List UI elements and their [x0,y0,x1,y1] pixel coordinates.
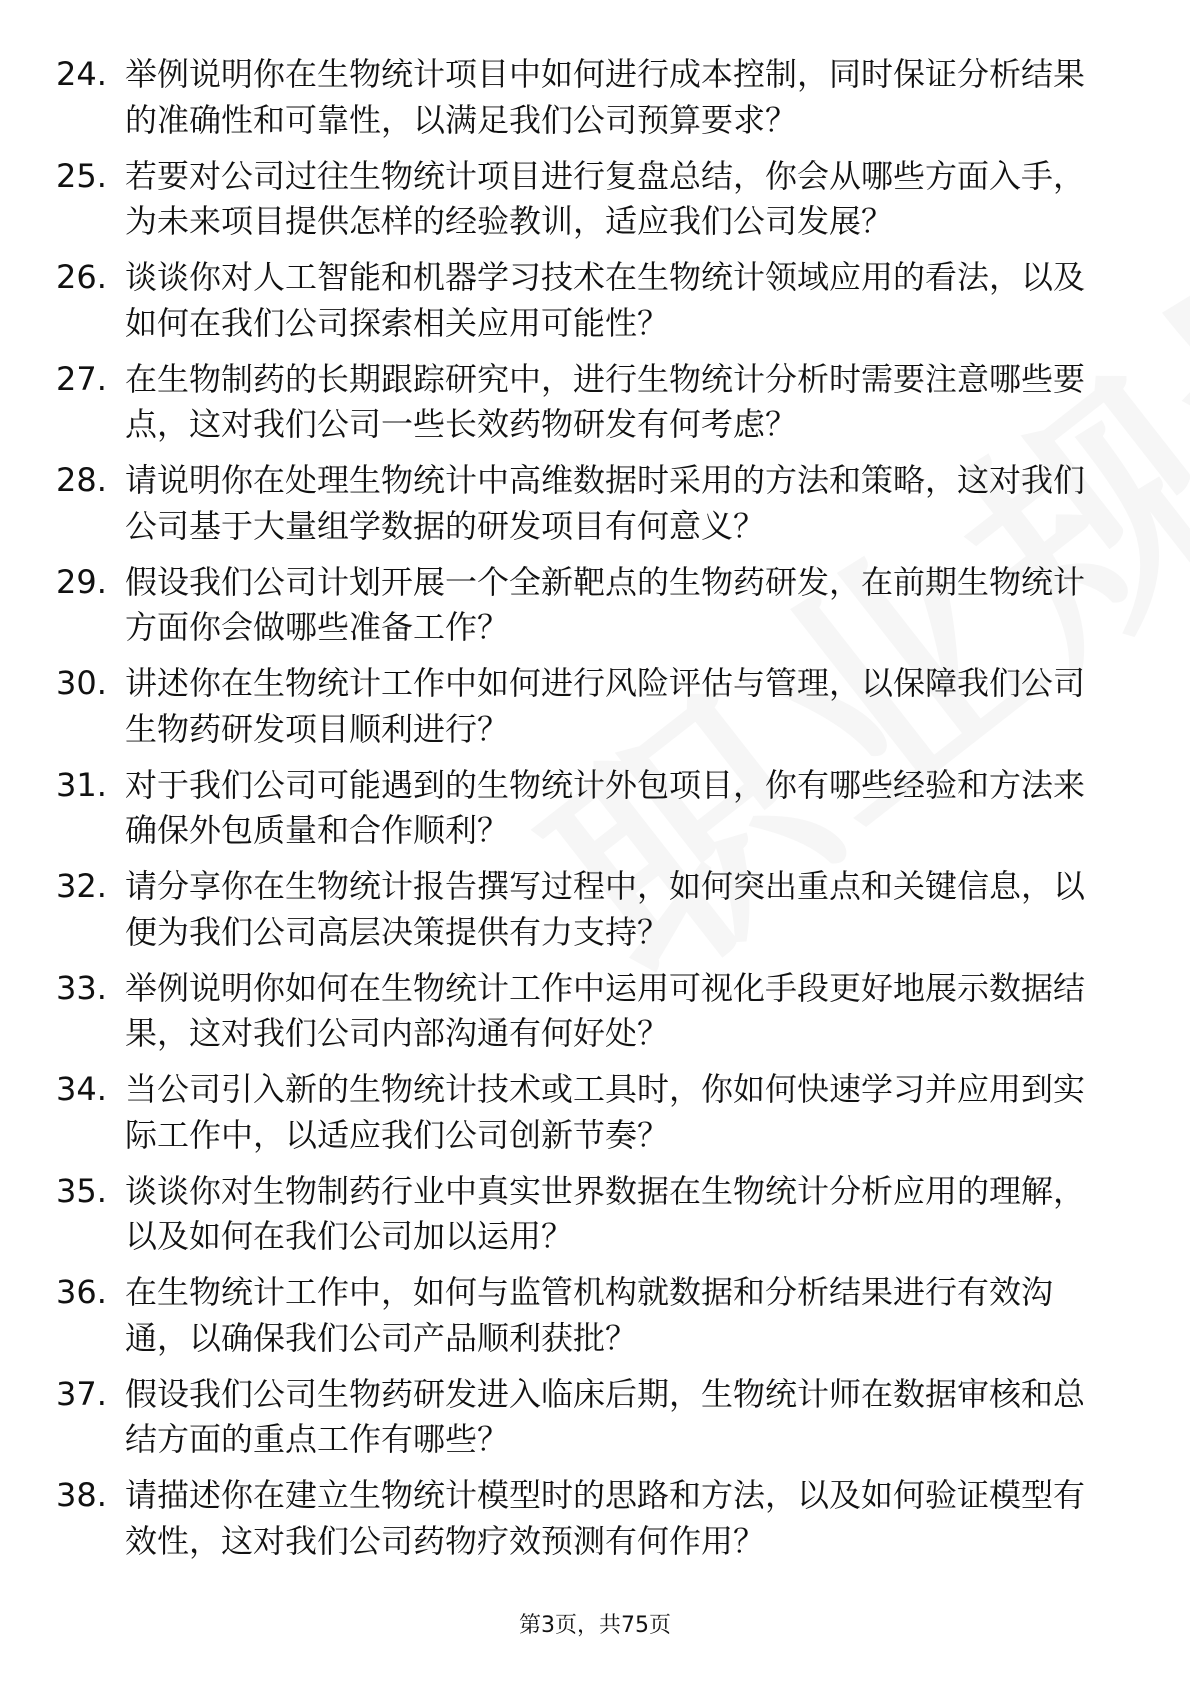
question-item [56,255,1114,346]
question-number: 37. [56,1374,107,1413]
question-item [56,1372,1114,1463]
question-number: 28. [56,461,107,499]
question-item [56,864,1114,955]
question-text: 举例说明你如何在生物统计工作中运用可视化手段更好地展示数据结果，这对我们公司内部沟通有何好处？ [125,968,1086,1052]
question-number: 31. [56,765,107,804]
question-text: 讲述你在生物统计工作中如何进行风险评估与管理，以保障我们公司生物药研发项目顺利进行？ [125,664,1086,748]
question-text: 假设我们公司计划开展一个全新靶点的生物药研发，在前期生物统计方面你会做哪些准备工作？ [125,562,1086,646]
question-item [56,357,1114,448]
question-text: 请描述你在建立生物统计模型时的思路和方法，以及如何验证模型有效性，这对我们公司药物疗效预测有何作用？ [125,1476,1086,1560]
question-number: 38. [56,1476,107,1514]
question-item [56,458,1114,549]
question-number: 35. [56,1171,107,1210]
question-number: 25. [56,156,107,195]
question-item [56,661,1114,752]
question-text: 谈谈你对生物制药行业中真实世界数据在生物统计分析应用的理解，以及如何在我们公司加以运用？ [125,1171,1086,1255]
question-text: 请说明你在处理生物统计中高维数据时采用的方法和策略，这对我们公司基于大量组学数据的研发项目有何意义？ [125,461,1086,545]
question-text: 在生物制药的长期跟踪研究中，进行生物统计分析时需要注意哪些要点，这对我们公司一些长效药物研发有何考虑？ [125,359,1086,443]
question-item [56,1473,1114,1564]
question-list [56,52,1114,1575]
question-text: 当公司引入新的生物统计技术或工具时，你如何快速学习并应用到实际工作中，以适应我们公司创新节奏？ [125,1070,1086,1154]
question-text: 对于我们公司可能遇到的生物统计外包项目，你有哪些经验和方法来确保外包质量和合作顺利？ [125,765,1086,849]
question-text: 若要对公司过往生物统计项目进行复盘总结，你会从哪些方面入手，为未来项目提供怎样的经验教训，适应我们公司发展？ [125,156,1086,240]
question-number: 33. [56,968,107,1007]
question-number: 36. [56,1273,107,1311]
question-text: 谈谈你对人工智能和机器学习技术在生物统计领域应用的看法，以及如何在我们公司探索相关应用可能性？ [125,258,1086,342]
question-number: 24. [56,55,107,93]
question-number: 34. [56,1070,107,1108]
question-item [56,763,1114,854]
question-text: 假设我们公司生物药研发进入临床后期，生物统计师在数据审核和总结方面的重点工作有哪些？ [125,1374,1086,1458]
question-item [56,52,1114,143]
question-number: 32. [56,867,107,905]
question-item [56,1270,1114,1361]
question-item [56,966,1114,1057]
question-number: 26. [56,258,107,296]
question-item [56,154,1114,245]
question-item [56,560,1114,651]
question-item [56,1067,1114,1158]
page-number: 第3页，共75页 [519,1613,671,1638]
question-text: 请分享你在生物统计报告撰写过程中，如何突出重点和关键信息，以便为我们公司高层决策提供有力支持？ [125,867,1086,951]
question-number: 27. [56,359,107,398]
question-number: 29. [56,562,107,601]
question-number: 30. [56,664,107,702]
question-text: 在生物统计工作中，如何与监管机构就数据和分析结果进行有效沟通，以确保我们公司产品顺利获批？ [125,1273,1054,1357]
question-item [56,1169,1114,1260]
question-text: 举例说明你在生物统计项目中如何进行成本控制，同时保证分析结果的准确性和可靠性，以满足我们公司预算要求？ [125,55,1086,139]
